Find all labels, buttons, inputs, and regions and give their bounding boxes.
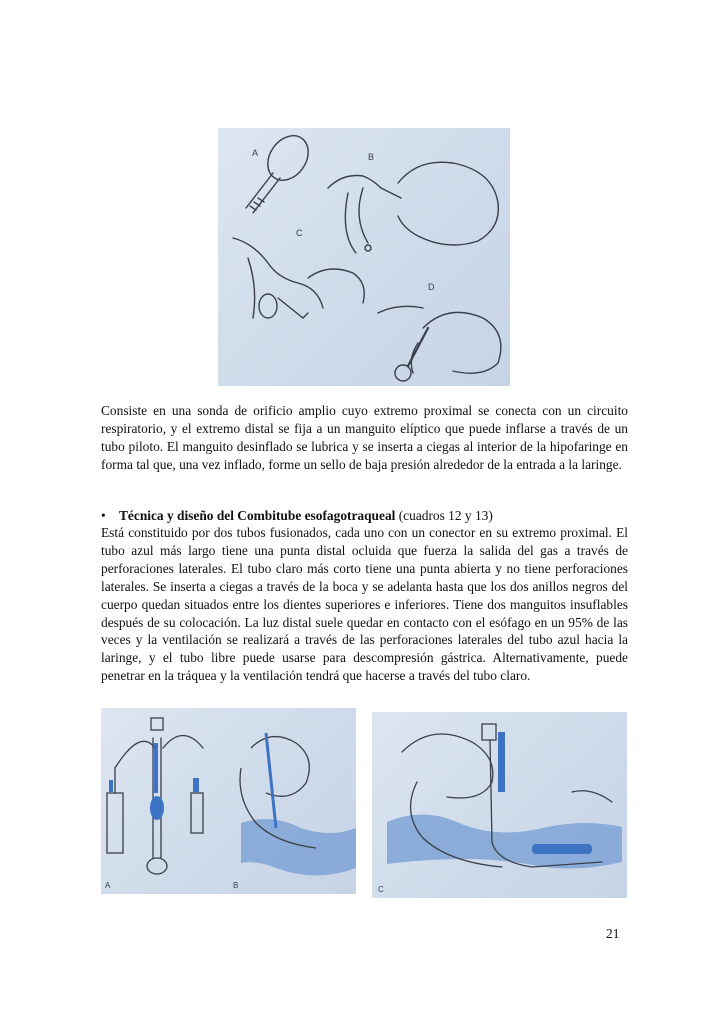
combitube-position-drawing — [372, 712, 627, 898]
laryngeal-mask-illustration — [218, 128, 510, 386]
hand-outline-c — [402, 734, 493, 798]
page-number: 21 — [606, 926, 620, 941]
hand-outline-c — [233, 238, 323, 318]
head-outline-b — [398, 162, 498, 245]
combitube-syringes-illustration — [101, 708, 356, 894]
panel-label-b: B — [233, 881, 239, 890]
paragraph-laryngeal-mask: Consiste en una sonda de orificio amplio cuyo extremo proximal se conecta con un circuito respiratorio, y el extremo distal se fija a un manguito elíptico que puede inflarse a través de un tubo piloto. El manguito desinflado se lubrica y se inserta a ciegas al interior de la hipofaringe en forma tal que, una vez inflado, forme un sello de baja presión alrededor de la entrada a la laringe. — [101, 403, 628, 472]
hand-outline-b — [251, 737, 309, 797]
panel-label-c: C — [296, 228, 303, 238]
section-title: Técnica y diseño del Combitube esofagotraqueal — [119, 508, 396, 523]
panel-label-a: A — [252, 148, 259, 158]
section-reference: (cuadros 12 y 13) — [395, 508, 493, 523]
panel-label-b: B — [368, 152, 375, 162]
panel-label-d: D — [428, 282, 435, 292]
head-outline-d — [423, 312, 501, 373]
section-heading — [101, 507, 628, 525]
laryngeal-mask-drawing — [218, 128, 510, 386]
panel-label-a: A — [105, 881, 111, 890]
blue-tube-shape — [498, 732, 505, 792]
airway-tissue-shape — [387, 815, 622, 869]
blue-tube-shape — [154, 743, 158, 793]
panel-label-c: C — [378, 885, 384, 894]
combitube-position-illustration — [372, 712, 627, 898]
syringe-small-shape — [191, 793, 203, 833]
airway-tissue-shape — [241, 819, 356, 876]
syringe-large-shape — [107, 793, 123, 853]
bullet-mark: • — [101, 508, 106, 523]
combitube-syringes-drawing — [101, 708, 356, 894]
paragraph-combitube: Está constituido por dos tubos fusionados, cada uno con un conector en su extremo proximal. El tubo azul más largo tiene una punta distal ocluida que fuerza la salida del gas a través de perforaciones laterales. El tubo claro más corto tiene una punta abierta y no tiene perforaciones laterales. Se inserta a ciegas a través de la boca y se adelanta hasta que los dos anillos negros del cuerpo quedan situados entre los dientes superiores e inferiores. Tiene dos manguitos insuflables después de su colocación. La luz distal suele quedar en contacto con el esófago en un 95% de las veces y la ventilación se realizará a través de las perforaciones laterales del tubo azul hacia la laringe, y el tubo libre puede usarse para descompresión gástrica. Alternativamente, puede penetrar en la tráquea y la ventilación tendrá que hacerse a través del tubo claro. — [101, 525, 628, 684]
